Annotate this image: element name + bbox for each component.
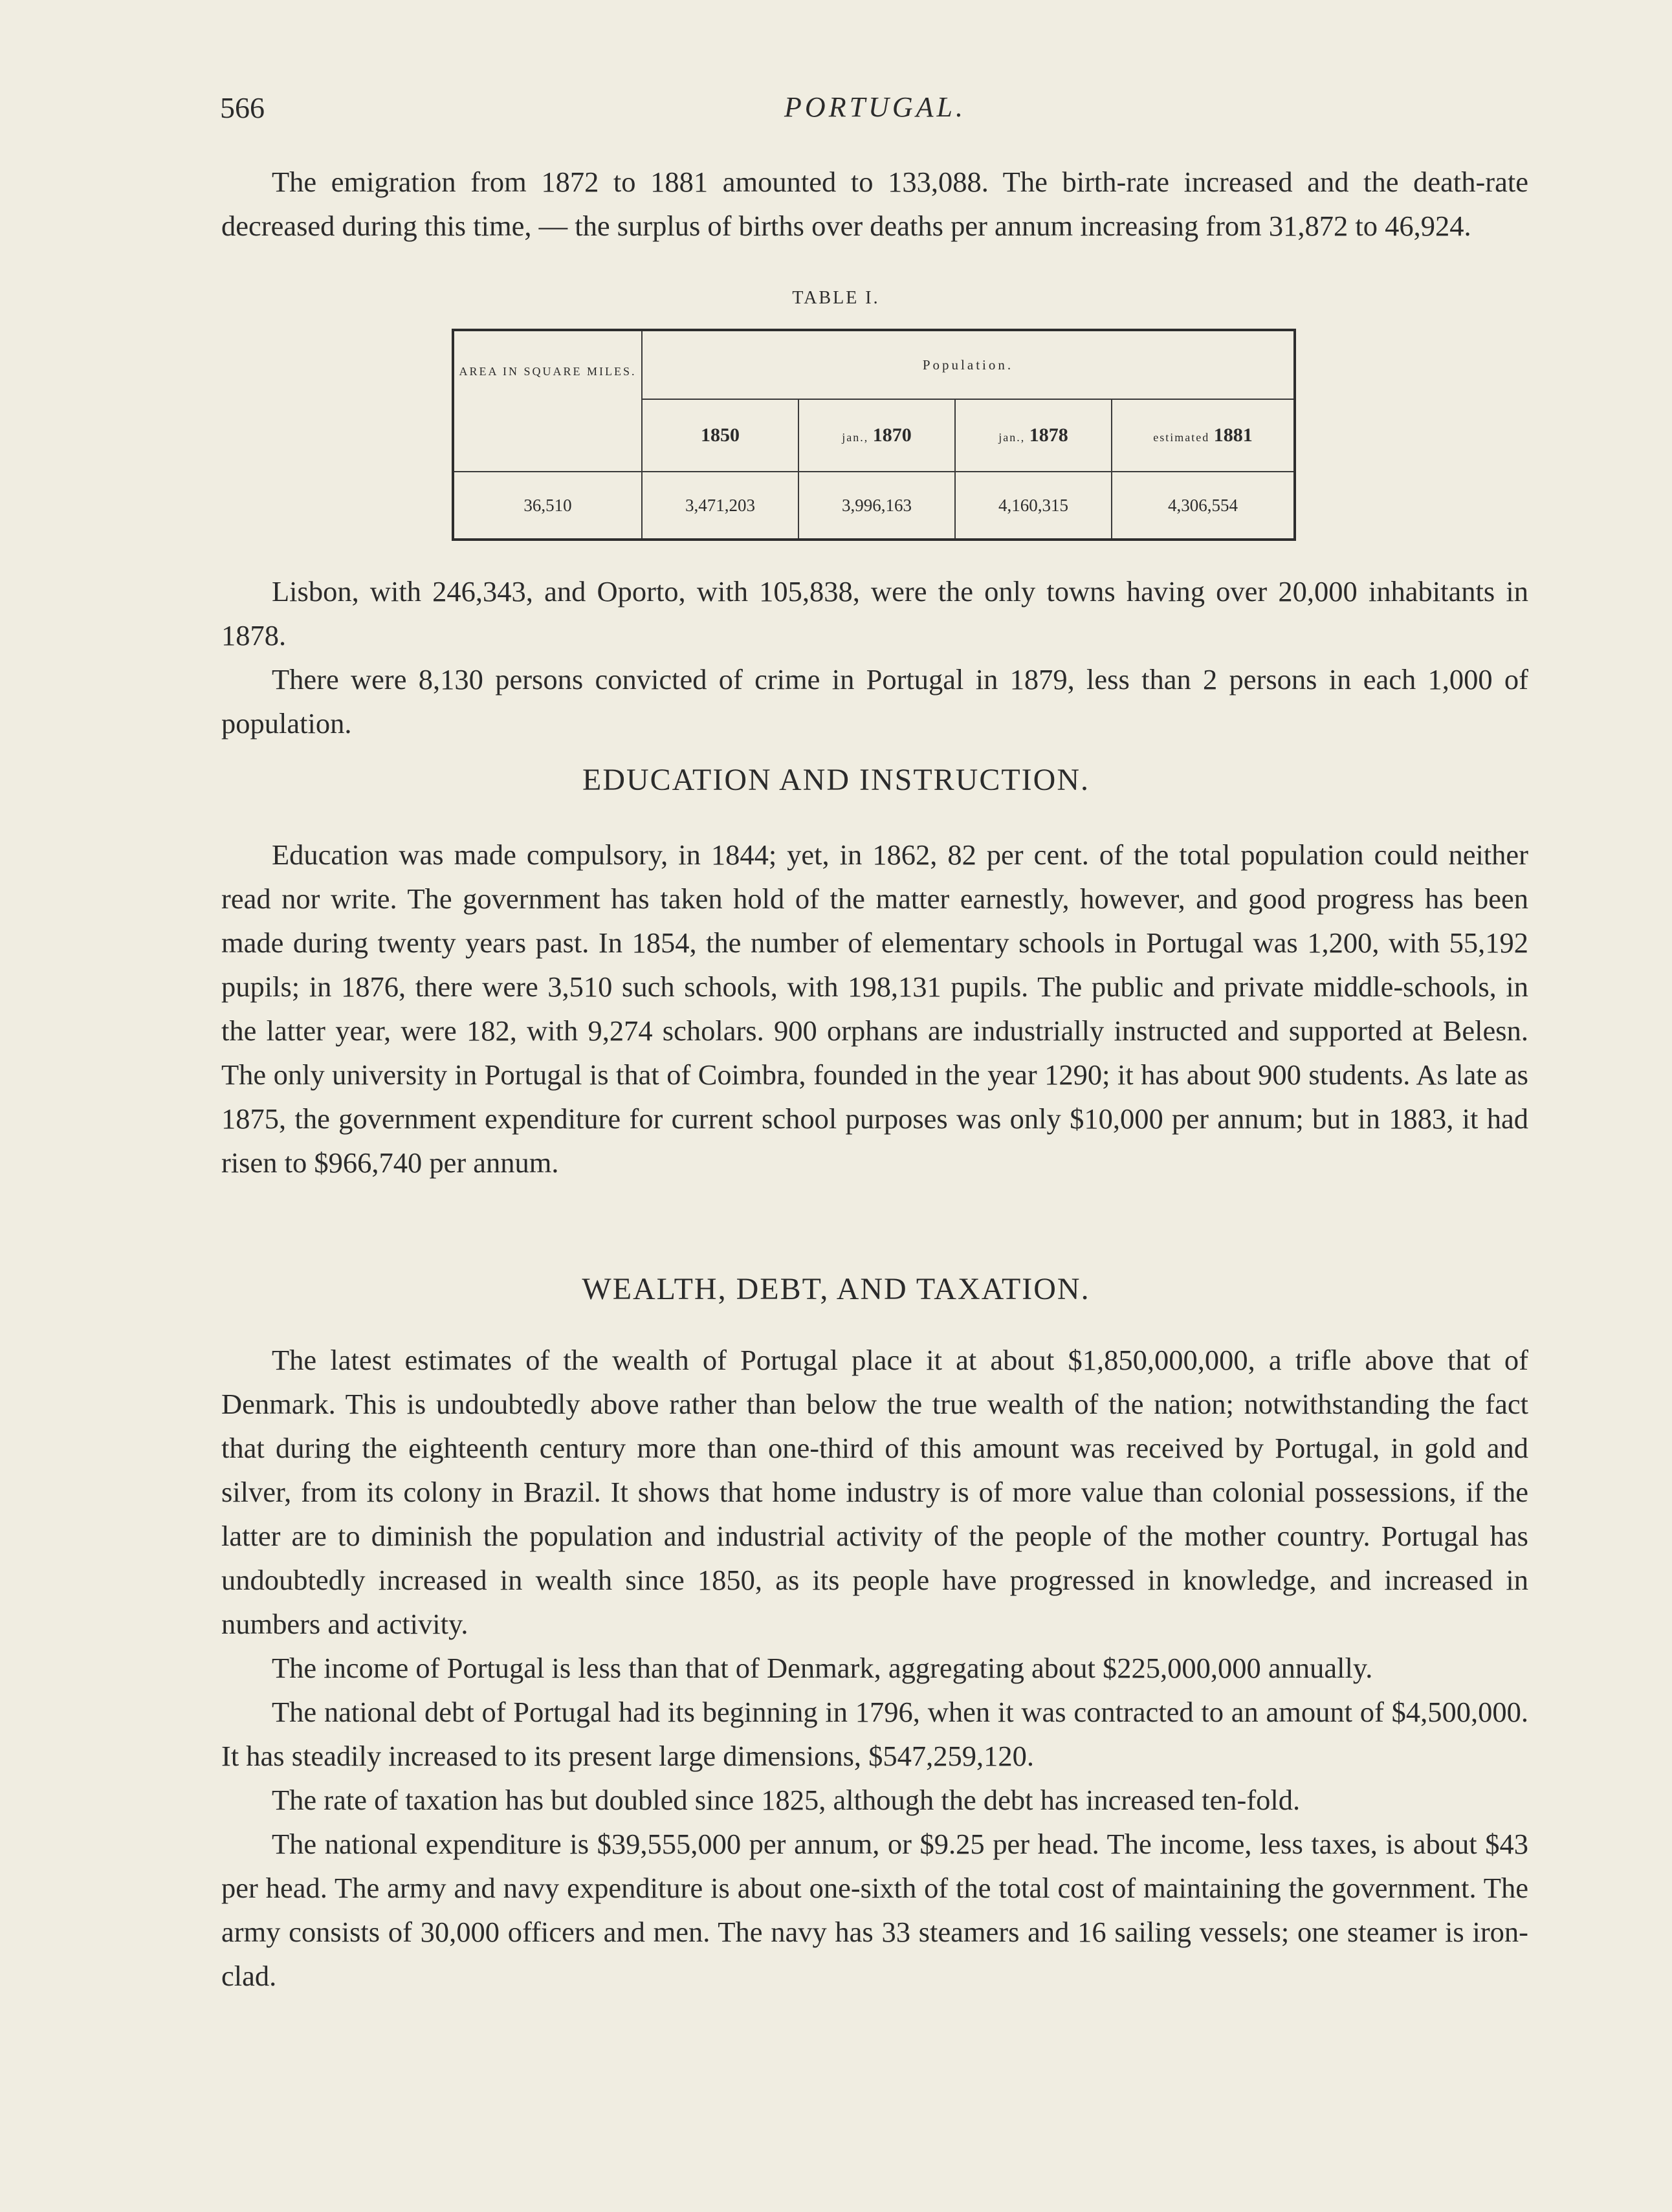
paragraph-crime: There were 8,130 persons convicted of crime in Portugal in 1879, less than 2 persons in each 1,000 of population. (221, 663, 1528, 739)
year-header-1881: estimated 1881 (1112, 399, 1293, 472)
area-column-header: AREA IN SQUARE MILES. (454, 331, 642, 472)
population-cell-1878: 4,160,315 (955, 472, 1112, 538)
paragraph-income: The income of Portugal is less than that of Denmark, aggregating about $225,000,000 annually. (272, 1652, 1373, 1684)
intro-section (221, 160, 1528, 248)
paragraph-towns: Lisbon, with 246,343, and Oporto, with 105,838, were the only towns having over 20,000 inhabitants in 1878. (221, 575, 1528, 652)
population-cell-1881: 4,306,554 (1112, 472, 1293, 538)
population-table (452, 329, 1296, 541)
area-value-cell: 36,510 (454, 472, 642, 538)
year-header-1878: jan., 1878 (955, 399, 1112, 472)
paragraph-taxation: The rate of taxation has but doubled since 1825, although the debt has increased ten-fold. (272, 1784, 1301, 1816)
running-title: PORTUGAL. (784, 91, 966, 123)
wealth-section (221, 1338, 1528, 1998)
population-column-header: Population. (642, 331, 1293, 399)
paragraph-debt: The national debt of Portugal had its beginning in 1796, when it was contracted to an amount of $4,500,000. It has steadily increased to its present large dimensions, $547,259,120. (221, 1696, 1528, 1772)
paragraph-education: Education was made compulsory, in 1844; yet, in 1862, 82 per cent. of the total population could neither read nor write. The government has taken hold of the matter earnestly, however, and good progress has been made during twenty years past. In 1854, the number of elementary schools in Portugal was 1,200, with 55,192 pupils; in 1876, there were 3,510 such schools, with 198,131 pupils. The public and private middle-schools, in the latter year, were 182, with 9,274 scholars. 900 orphans are industrially instructed and supported at Belesn. The only university in Portugal is that of Coimbra, founded in the year 1290; it has about 900 students. As late as 1875, the government expenditure for current school purposes was only $10,000 per annum; but in 1883, it had risen to $966,740 per annum. (221, 838, 1528, 1179)
paragraph-emigration: The emigration from 1872 to 1881 amounted to 133,088. The birth-rate increased and the death-rate decreased during this time, — the surplus of births over deaths per annum increasing from 31,872 to 46,924. (221, 166, 1528, 242)
education-section (221, 833, 1528, 1185)
page-number: 566 (220, 91, 265, 124)
wealth-heading: WEALTH, DEBT, AND TAXATION. (582, 1272, 1090, 1306)
paragraph-expenditure: The national expenditure is $39,555,000 per annum, or $9.25 per head. The income, less taxes, is about $43 per head. The army and navy expenditure is about one-sixth of the total cost of maintaining the government. The army consists of 30,000 officers and men. The navy has 33 steamers and 16 sailing vessels; one steamer is iron-clad. (221, 1828, 1528, 1992)
paragraph-wealth: The latest estimates of the wealth of Portugal place it at about $1,850,000,000, a trifle above that of Denmark. This is undoubtedly above rather than below the true wealth of the nation; notwithstanding the fact that during the eighteenth century more than one-third of this amount was received by Portugal, in gold and silver, from its colony in Brazil. It shows that home industry is of more value than colonial possessions, if the latter are to diminish the population and industrial activity of the people of the mother country. Portugal has undoubtedly increased in wealth since 1850, as its people have progressed in knowledge, and increased in numbers and activity. (221, 1344, 1528, 1640)
population-cell-1850: 3,471,203 (642, 472, 798, 538)
population-cell-1870: 3,996,163 (798, 472, 955, 538)
year-header-1870: jan., 1870 (798, 399, 955, 472)
education-heading: EDUCATION AND INSTRUCTION. (582, 763, 1090, 797)
towns-crime-section (221, 569, 1528, 745)
table-caption: TABLE I. (792, 288, 880, 308)
year-header-1850: 1850 (642, 399, 798, 472)
running-head (220, 91, 1530, 136)
